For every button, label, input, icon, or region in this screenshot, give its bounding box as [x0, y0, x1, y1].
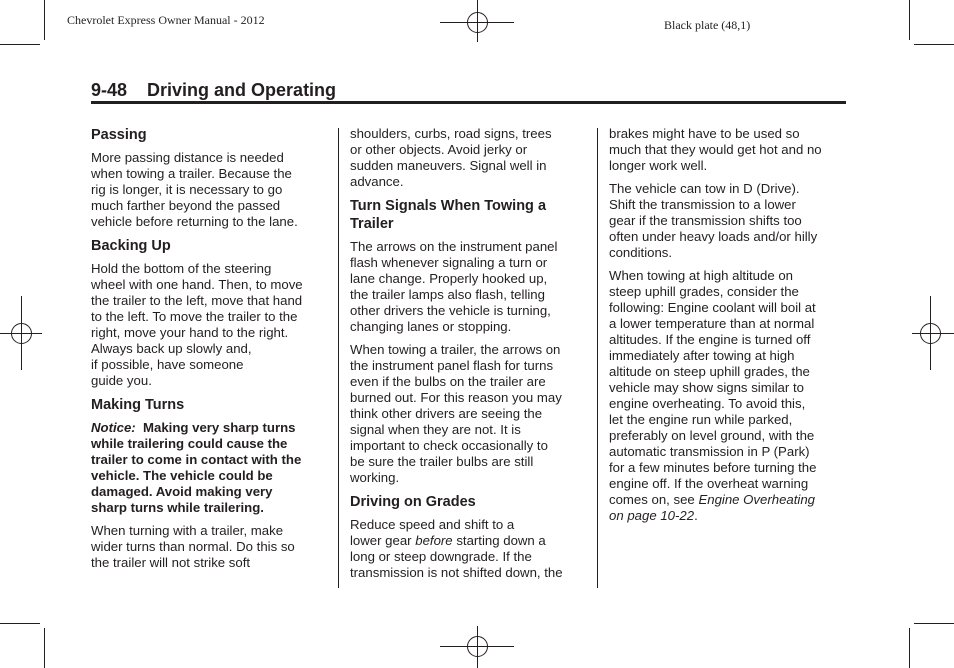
text-line: Reduce speed and shift to a	[350, 517, 515, 532]
text-line: Shift the transmission to a lower	[609, 197, 796, 212]
heading-driving-on-grades: Driving on Grades	[350, 494, 476, 510]
text-line: the trailer will not strike soft	[91, 555, 251, 570]
heading-line: Trailer	[350, 216, 394, 232]
text-line: even if the bulbs on the trailer are	[350, 374, 546, 389]
cross-reference-link[interactable]: Engine Overheating	[698, 492, 816, 507]
text-line: while trailering could cause the	[91, 436, 288, 451]
text-line: brakes might have to be used so	[609, 126, 800, 141]
text-line: if possible, have someone	[91, 357, 244, 372]
paragraph-turns-continued	[350, 126, 590, 190]
text-line: Hold the bottom of the steering	[91, 261, 272, 276]
text-line: signal when they are not. It is	[350, 422, 521, 437]
page-reference-link[interactable]: on page 10-22	[609, 508, 695, 523]
text-line: for a few minutes before turning the	[609, 460, 817, 475]
text-line: The arrows on the instrument panel	[350, 239, 558, 254]
text-line: much farther beyond the passed	[91, 198, 281, 213]
text-line: engine off. If the overheat warning	[609, 476, 809, 491]
section-heading: 9-48 Driving and Operating	[91, 80, 337, 100]
heading-making-turns: Making Turns	[91, 397, 185, 413]
text-line: the trailer lamps also flash, telling	[350, 287, 545, 302]
heading-passing: Passing	[91, 127, 147, 143]
text-line: trailer to come in contact with the	[91, 452, 302, 467]
text-line: transmission is not shifted down, the	[350, 565, 563, 580]
notice-label: Notice:	[91, 420, 136, 435]
paragraph-passing	[91, 150, 331, 230]
column-1	[91, 126, 331, 578]
text-line: burned out. For this reason you may	[350, 390, 562, 405]
paragraph-altitude	[609, 268, 849, 524]
text-line: gear if the transmission shifts too	[609, 213, 802, 228]
text-line: steep uphill grades, consider the	[609, 284, 799, 299]
text-line: altitudes. If the engine is turned off	[609, 332, 811, 347]
notice-block	[91, 420, 331, 516]
text-line: damaged. Avoid making very	[91, 484, 273, 499]
column-2	[350, 126, 590, 588]
plate-label: Black plate (48,1)	[664, 18, 751, 32]
text-line: other drivers the vehicle is turning,	[350, 303, 551, 318]
text-line: to the left. To move the trailer to the	[91, 309, 298, 324]
text-line: changing lanes or stopping.	[350, 319, 512, 334]
text-line: comes on, see Engine Overheating	[609, 492, 816, 507]
notice-text: Making very sharp turns	[135, 420, 296, 435]
heading-backing-up: Backing Up	[91, 238, 171, 254]
text-line: lower gear before starting down a	[350, 533, 546, 548]
text-line: altitude on steep uphill grades, the	[609, 364, 810, 379]
heading-line: Turn Signals When Towing a	[350, 198, 547, 214]
text-line: on page 10-22.	[609, 508, 698, 523]
text-line: wider turns than normal. Do this so	[91, 539, 295, 554]
heading-turn-signals	[350, 197, 590, 233]
text-line: More passing distance is needed	[91, 150, 284, 165]
paragraph-grades	[350, 517, 590, 581]
text-line: preferably on level ground, with the	[609, 428, 815, 443]
text-line: automatic transmission in P (Park)	[609, 444, 810, 459]
text-line: flash whenever signaling a turn or	[350, 255, 548, 270]
column-3	[609, 126, 849, 531]
manual-title: Chevrolet Express Owner Manual - 2012	[67, 13, 265, 27]
text-line: When turning with a trailer, make	[91, 523, 284, 538]
emphasis-before: before	[415, 533, 453, 548]
paragraph-drive	[609, 181, 849, 261]
text-line: working.	[350, 470, 400, 485]
text-line: rig is longer, it is necessary to go	[91, 182, 283, 197]
paragraph-grades-continued	[609, 126, 849, 174]
text-line: Always back up slowly and,	[91, 341, 252, 356]
text-line: be sure the trailer bulbs are still	[350, 454, 534, 469]
text-line: the instrument panel flash for turns	[350, 358, 554, 373]
header-rule	[91, 101, 846, 104]
text-line: vehicle before returning to the lane.	[91, 214, 298, 229]
paragraph-signals-1	[350, 239, 590, 335]
text-line: sharp turns while trailering.	[91, 500, 264, 515]
text-line: When towing a trailer, the arrows on	[350, 342, 561, 357]
text-line: lane change. Properly hooked up,	[350, 271, 548, 286]
text-line: sudden maneuvers. Signal well in	[350, 158, 547, 173]
text-line: guide you.	[91, 373, 152, 388]
text-line: right, move your hand to the right.	[91, 325, 289, 340]
text-line	[91, 420, 331, 436]
text-line: a lower temperature than at normal	[609, 316, 815, 331]
text-line: following: Engine coolant will boil at	[609, 300, 816, 315]
text-line: When towing at high altitude on	[609, 268, 794, 283]
text-line: engine overheating. To avoid this,	[609, 396, 806, 411]
column-divider-1	[338, 128, 339, 588]
text-line: when towing a trailer. Because the	[91, 166, 292, 181]
text-line: often under heavy loads and/or hilly	[609, 229, 818, 244]
paragraph-signals-2	[350, 342, 590, 486]
text-line: long or steep downgrade. If the	[350, 549, 532, 564]
text-line: the trailer to the left, move that hand	[91, 293, 303, 308]
text-line: advance.	[350, 174, 404, 189]
text-line: shoulders, curbs, road signs, trees	[350, 126, 552, 141]
text-line: The vehicle can tow in D (Drive).	[609, 181, 800, 196]
text-line: conditions.	[609, 245, 673, 260]
text-line: immediately after towing at high	[609, 348, 795, 363]
text-line: or other objects. Avoid jerky or	[350, 142, 528, 157]
text-line: much that they would get hot and no	[609, 142, 822, 157]
text-line: think other drivers are seeing the	[350, 406, 543, 421]
text-line: wheel with one hand. Then, to move	[91, 277, 303, 292]
text-line: vehicle may show signs similar to	[609, 380, 804, 395]
paragraph-backing-up	[91, 261, 331, 389]
text-line: let the engine run while parked,	[609, 412, 793, 427]
text-line: important to check occasionally to	[350, 438, 548, 453]
text-line: longer work well.	[609, 158, 708, 173]
paragraph-turns	[91, 523, 331, 571]
column-divider-2	[597, 128, 598, 588]
text-line: vehicle. The vehicle could be	[91, 468, 273, 483]
